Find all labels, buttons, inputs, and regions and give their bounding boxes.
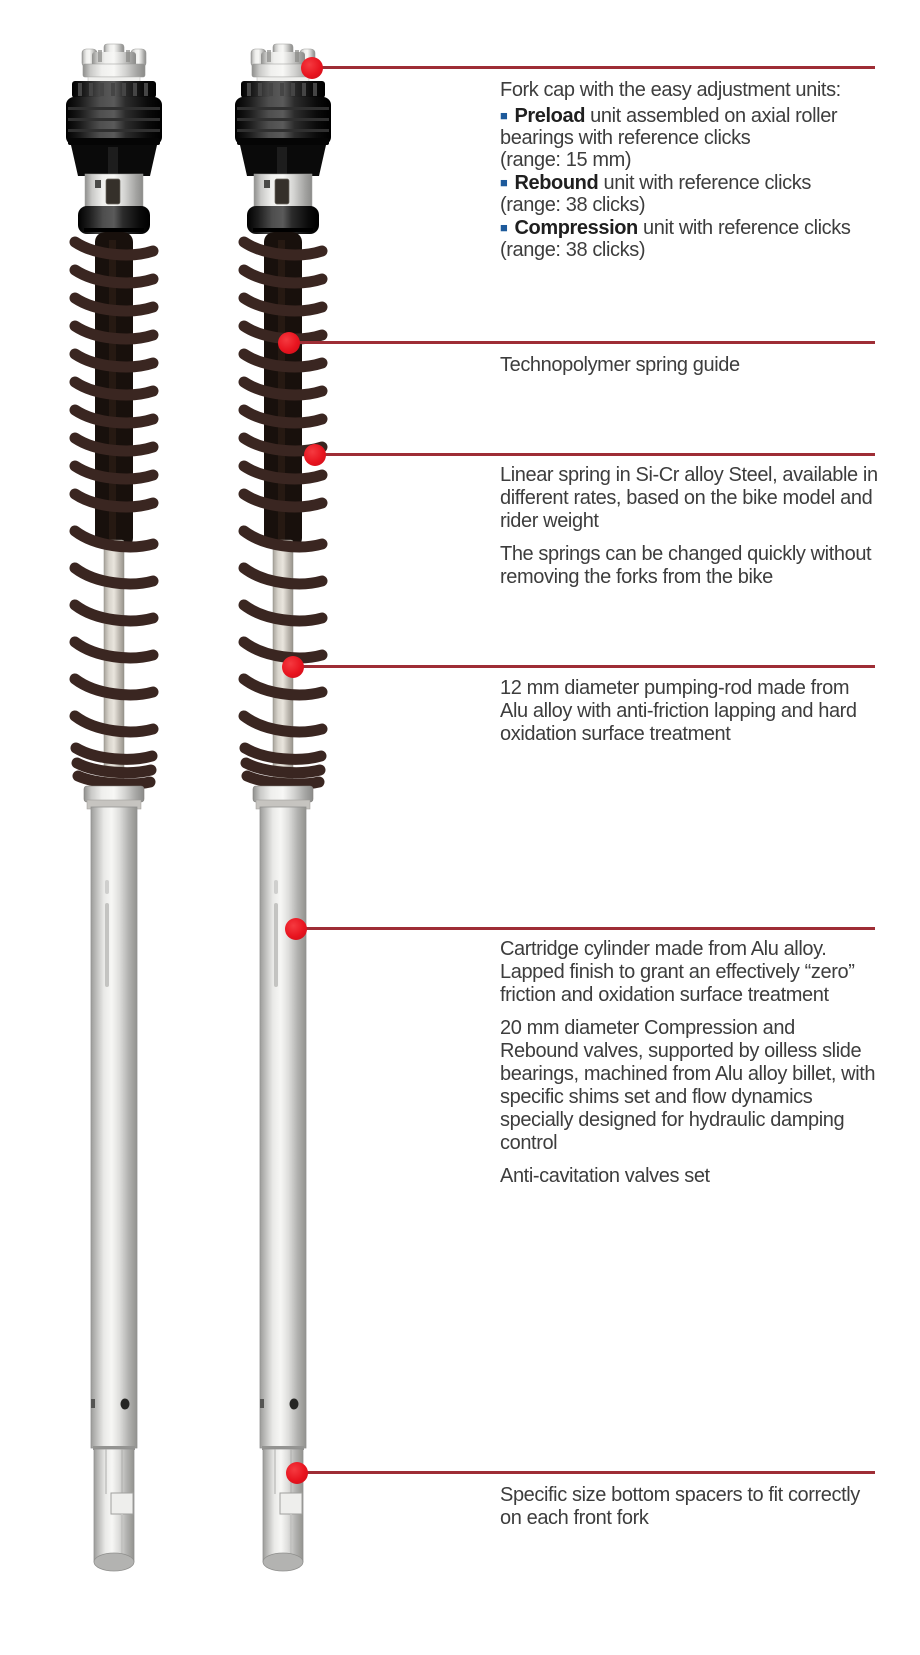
fork-left <box>66 44 162 1571</box>
annotation-bottom-spacers: Specific size bottom spacers to fit correctly on each front fork <box>500 1484 860 1529</box>
annotation-cartridge: Cartridge cylinder made from Alu alloy. Lapped finish to grant an effectively “zero” friction and oxidation surface treatment 20 mm diameter Compression and Rebound valves, supported by oilless slide bearings, machined from Alu alloy billet, with specific shims set and flow dynamics specially designed for hydraulic damping control Anti-cavitation valves set <box>500 938 876 1187</box>
callout-dot <box>278 332 300 354</box>
leader-line <box>312 66 875 69</box>
leader-line <box>296 927 875 930</box>
callout-dot <box>304 444 326 466</box>
leader-line <box>315 453 875 456</box>
callout-dot <box>286 1462 308 1484</box>
annotation-spring: Linear spring in Si-Cr alloy Steel, available in different rates, based on the bike model and rider weight The springs can be changed quickly without removing the forks from the bike <box>500 464 878 588</box>
annotation-fork-cap <box>500 79 878 262</box>
annotation-bullet-item: ■ Compression unit with reference clicks (range: 38 clicks) <box>500 217 851 261</box>
leader-line <box>297 1471 875 1474</box>
callout-dot <box>285 918 307 940</box>
callout-dot <box>282 656 304 678</box>
annotation-title: Fork cap with the easy adjustment units: <box>500 79 841 101</box>
leader-line <box>293 665 875 668</box>
leader-line <box>289 341 875 344</box>
annotation-bullet-item: ■ Preload unit assembled on axial roller bearings with reference clicks (range: 15 mm) <box>500 105 838 171</box>
annotation-pumping-rod: 12 mm diameter pumping-rod made from Alu alloy with anti-friction lapping and hard oxidation surface treatment <box>500 677 857 745</box>
bullet-square-icon: ■ <box>500 220 508 235</box>
fork-right <box>235 44 331 1571</box>
bullet-square-icon: ■ <box>500 108 508 123</box>
annotation-spring-guide: Technopolymer spring guide <box>500 354 740 376</box>
annotation-bullet-item: ■ Rebound unit with reference clicks (range: 38 clicks) <box>500 172 811 216</box>
bullet-square-icon: ■ <box>500 175 508 190</box>
callout-dot <box>301 57 323 79</box>
fork-cartridge-illustration <box>0 0 400 1655</box>
